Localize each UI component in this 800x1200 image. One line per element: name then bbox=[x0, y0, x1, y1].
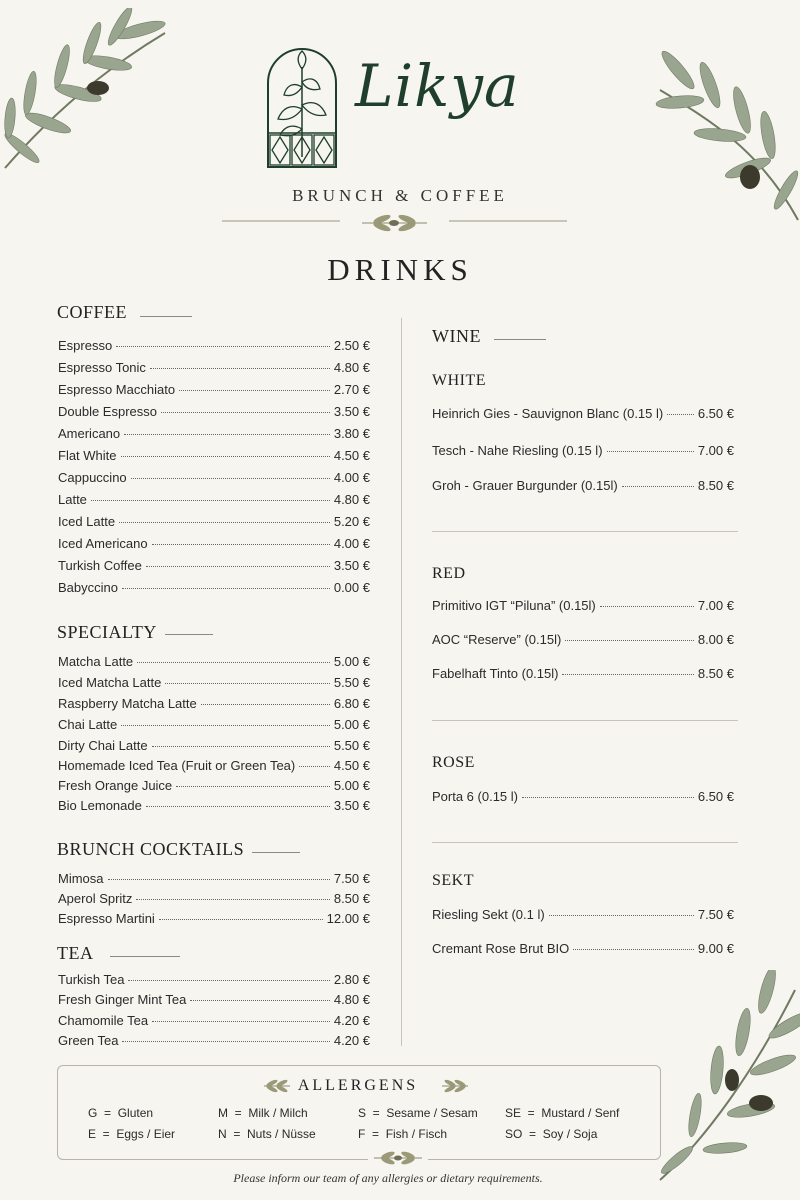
allergen-entry: M = Milk / Milch bbox=[218, 1106, 308, 1120]
item-name: Espresso Martini bbox=[58, 911, 155, 926]
menu-item bbox=[58, 972, 370, 988]
item-name: Bio Lemonade bbox=[58, 798, 142, 813]
menu-item bbox=[58, 492, 370, 508]
item-price: 4.20 € bbox=[333, 1013, 370, 1028]
menu-item bbox=[58, 696, 370, 712]
item-price: 6.50 € bbox=[697, 789, 734, 804]
allergen-entry: SO = Soy / Soja bbox=[505, 1127, 598, 1141]
item-name: Fresh Ginger Mint Tea bbox=[58, 992, 187, 1007]
item-name: Fabelhaft Tinto (0.15l) bbox=[432, 666, 559, 681]
allergen-entry: N = Nuts / Nüsse bbox=[218, 1127, 316, 1141]
allergen-code: E bbox=[88, 1127, 97, 1141]
item-price: 4.00 € bbox=[333, 470, 370, 485]
allergen-code: N bbox=[218, 1127, 227, 1141]
allergen-label: Eggs / Eier bbox=[116, 1127, 176, 1141]
item-price: 5.50 € bbox=[333, 738, 370, 753]
menu-item bbox=[432, 406, 734, 422]
leaf-divider-small-icon bbox=[368, 1150, 428, 1166]
item-name: Green Tea bbox=[58, 1033, 119, 1048]
item-name: Matcha Latte bbox=[58, 654, 134, 669]
item-price: 8.00 € bbox=[697, 632, 734, 647]
item-price: 5.50 € bbox=[333, 675, 370, 690]
menu-item bbox=[58, 1013, 370, 1029]
allergen-code: SO bbox=[505, 1127, 523, 1141]
allergen-label: Gluten bbox=[117, 1106, 154, 1120]
menu-item bbox=[432, 598, 734, 614]
item-price: 2.80 € bbox=[333, 972, 370, 987]
menu-item bbox=[58, 558, 370, 574]
allergen-label: Soy / Soja bbox=[542, 1127, 598, 1141]
wine-subtitle-sekt: SEKT bbox=[432, 872, 474, 889]
item-price: 3.50 € bbox=[333, 558, 370, 573]
allergen-entry: F = Fish / Fisch bbox=[358, 1127, 448, 1141]
menu-item bbox=[58, 426, 370, 442]
menu-item bbox=[58, 338, 370, 354]
item-name: Espresso bbox=[58, 338, 113, 353]
menu-item bbox=[58, 911, 370, 927]
menu-item bbox=[432, 632, 734, 648]
item-name: Iced Matcha Latte bbox=[58, 675, 162, 690]
menu-item bbox=[58, 758, 370, 774]
item-name: Riesling Sekt (0.1 l) bbox=[432, 907, 545, 922]
item-price: 4.50 € bbox=[333, 758, 370, 773]
menu-item bbox=[58, 536, 370, 552]
item-price: 9.00 € bbox=[697, 941, 734, 956]
item-price: 4.80 € bbox=[333, 492, 370, 507]
allergen-label: Milk / Milch bbox=[248, 1106, 308, 1120]
item-price: 3.80 € bbox=[333, 426, 370, 441]
logo-wordmark: Likya bbox=[355, 52, 520, 120]
allergen-code: G bbox=[88, 1106, 98, 1120]
item-price: 7.00 € bbox=[697, 443, 734, 458]
leaf-divider-icon bbox=[222, 210, 567, 234]
section-title-wine: WINE bbox=[432, 326, 481, 346]
item-name: AOC “Reserve” (0.15l) bbox=[432, 632, 562, 647]
item-price: 5.00 € bbox=[333, 778, 370, 793]
item-name: Cremant Rose Brut BIO bbox=[432, 941, 570, 956]
logo-emblem-icon bbox=[266, 47, 338, 169]
item-price: 8.50 € bbox=[697, 478, 734, 493]
olive-branch-top-left-icon bbox=[0, 8, 175, 193]
heading-rule bbox=[140, 316, 192, 317]
menu-item bbox=[58, 717, 370, 733]
item-price: 7.50 € bbox=[333, 871, 370, 886]
menu-item bbox=[58, 871, 370, 887]
wine-subtitle-red: RED bbox=[432, 565, 466, 582]
item-price: 5.20 € bbox=[333, 514, 370, 529]
olive-branch-top-right-icon bbox=[650, 40, 800, 240]
allergen-entry: S = Sesame / Sesam bbox=[358, 1106, 478, 1120]
item-name: Turkish Tea bbox=[58, 972, 125, 987]
allergen-code: M bbox=[218, 1106, 228, 1120]
sprig-right-icon bbox=[440, 1079, 470, 1093]
item-name: Homemade Iced Tea (Fruit or Green Tea) bbox=[58, 758, 296, 773]
item-price: 8.50 € bbox=[333, 891, 370, 906]
item-name: Latte bbox=[58, 492, 87, 507]
brand-subtitle: BRUNCH & COFFEE bbox=[292, 186, 508, 205]
menu-item bbox=[58, 1033, 370, 1049]
menu-item bbox=[432, 789, 734, 805]
menu-item bbox=[432, 907, 734, 923]
item-price: 4.80 € bbox=[333, 360, 370, 375]
menu-item bbox=[432, 443, 734, 459]
item-price: 8.50 € bbox=[697, 666, 734, 681]
menu-item bbox=[58, 404, 370, 420]
menu-item bbox=[58, 448, 370, 464]
menu-item bbox=[58, 738, 370, 754]
section-title-coffee: COFFEE bbox=[57, 302, 128, 322]
item-price: 6.80 € bbox=[333, 696, 370, 711]
menu-item bbox=[432, 478, 734, 494]
allergen-entry: G = Gluten bbox=[88, 1106, 154, 1120]
allergen-code: SE bbox=[505, 1106, 522, 1120]
allergen-entry: SE = Mustard / Senf bbox=[505, 1106, 620, 1120]
heading-rule bbox=[165, 634, 213, 635]
item-price: 5.00 € bbox=[333, 717, 370, 732]
wine-subtitle-rose: ROSE bbox=[432, 754, 475, 771]
item-price: 0.00 € bbox=[333, 580, 370, 595]
menu-item bbox=[58, 798, 370, 814]
item-name: Iced Americano bbox=[58, 536, 148, 551]
item-price: 4.50 € bbox=[333, 448, 370, 463]
item-name: Heinrich Gies - Sauvignon Blanc (0.15 l) bbox=[432, 406, 664, 421]
item-name: Chamomile Tea bbox=[58, 1013, 149, 1028]
item-name: Double Espresso bbox=[58, 404, 157, 419]
heading-rule bbox=[494, 339, 546, 340]
item-price: 12.00 € bbox=[326, 911, 370, 926]
item-name: Flat White bbox=[58, 448, 117, 463]
item-name: Primitivo IGT “Piluna” (0.15l) bbox=[432, 598, 596, 613]
item-name: Tesch - Nahe Riesling (0.15 l) bbox=[432, 443, 603, 458]
item-name: Babyccino bbox=[58, 580, 118, 595]
allergy-notice: Please inform our team of any allergies or dietary requirements. bbox=[233, 1171, 543, 1185]
heading-rule bbox=[252, 852, 300, 853]
allergen-label: Sesame / Sesam bbox=[386, 1106, 478, 1120]
wine-section-divider bbox=[432, 720, 738, 721]
item-name: Iced Latte bbox=[58, 514, 116, 529]
item-name: Raspberry Matcha Latte bbox=[58, 696, 197, 711]
item-name: Espresso Macchiato bbox=[58, 382, 176, 397]
wine-subtitle-white: WHITE bbox=[432, 372, 487, 389]
wine-section-divider bbox=[432, 531, 738, 532]
menu-item bbox=[58, 382, 370, 398]
allergen-label: Fish / Fisch bbox=[385, 1127, 448, 1141]
menu-item bbox=[58, 470, 370, 486]
item-price: 4.20 € bbox=[333, 1033, 370, 1048]
item-price: 7.00 € bbox=[697, 598, 734, 613]
item-price: 3.50 € bbox=[333, 404, 370, 419]
section-title-tea: TEA bbox=[57, 943, 94, 963]
item-price: 7.50 € bbox=[697, 907, 734, 922]
menu-item bbox=[58, 360, 370, 376]
item-price: 6.50 € bbox=[697, 406, 734, 421]
heading-rule bbox=[110, 956, 180, 957]
item-name: Porta 6 (0.15 l) bbox=[432, 789, 518, 804]
menu-item bbox=[58, 891, 370, 907]
item-name: Chai Latte bbox=[58, 717, 118, 732]
menu-item bbox=[58, 514, 370, 530]
item-price: 5.00 € bbox=[333, 654, 370, 669]
menu-item bbox=[58, 992, 370, 1008]
menu-item bbox=[432, 666, 734, 682]
item-price: 2.50 € bbox=[333, 338, 370, 353]
item-price: 2.70 € bbox=[333, 382, 370, 397]
section-title-specialty: SPECIALTY bbox=[57, 622, 157, 642]
item-name: Turkish Coffee bbox=[58, 558, 142, 573]
page-title: DRINKS bbox=[327, 252, 473, 287]
item-price: 4.00 € bbox=[333, 536, 370, 551]
allergen-code: S bbox=[358, 1106, 367, 1120]
item-name: Americano bbox=[58, 426, 121, 441]
menu-item bbox=[58, 778, 370, 794]
item-name: Dirty Chai Latte bbox=[58, 738, 148, 753]
menu-item bbox=[58, 654, 370, 670]
menu-item bbox=[58, 675, 370, 691]
menu-item bbox=[58, 580, 370, 596]
item-name: Espresso Tonic bbox=[58, 360, 146, 375]
item-price: 3.50 € bbox=[333, 798, 370, 813]
column-divider bbox=[401, 318, 402, 1046]
item-name: Fresh Orange Juice bbox=[58, 778, 173, 793]
allergen-code: F bbox=[358, 1127, 366, 1141]
item-name: Mimosa bbox=[58, 871, 104, 886]
item-name: Aperol Spritz bbox=[58, 891, 133, 906]
menu-item bbox=[432, 941, 734, 957]
section-title-brunch-cocktails: BRUNCH COCKTAILS bbox=[57, 839, 245, 859]
item-name: Cappuccino bbox=[58, 470, 127, 485]
allergen-label: Nuts / Nüsse bbox=[247, 1127, 316, 1141]
item-name: Groh - Grauer Burgunder (0.15l) bbox=[432, 478, 618, 493]
wine-section-divider bbox=[432, 842, 738, 843]
allergen-label: Mustard / Senf bbox=[541, 1106, 620, 1120]
allergens-title: ALLERGENS bbox=[297, 1077, 419, 1094]
item-price: 4.80 € bbox=[333, 992, 370, 1007]
allergen-entry: E = Eggs / Eier bbox=[88, 1127, 176, 1141]
